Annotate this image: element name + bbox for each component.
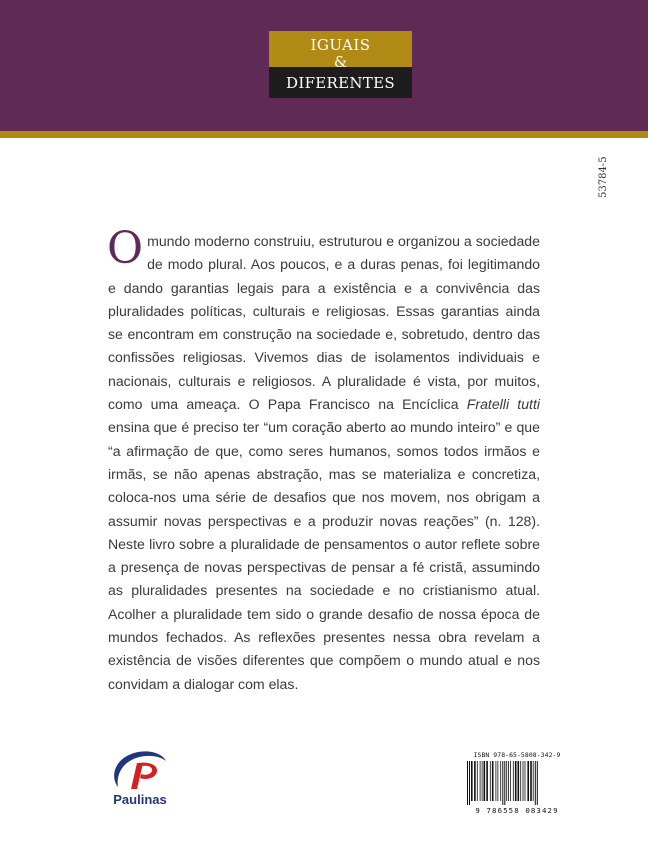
series-title-line2: DIFERENTES: [286, 74, 395, 92]
series-ampersand: &: [333, 53, 348, 71]
drop-cap: O: [107, 223, 144, 274]
series-title-line1: IGUAIS: [310, 36, 371, 54]
back-cover-blurb: [107, 223, 541, 696]
barcode-bars: [459, 761, 575, 805]
gold-divider-rule: [0, 131, 648, 138]
publisher-name: Paulinas: [113, 792, 167, 807]
publisher-logo: [104, 747, 176, 813]
isbn-barcode: [459, 751, 575, 817]
blurb-text-part2: ensina que é preciso ter “um coração aberto ao mundo inteiro” e que “a afirmação de que, como seres humanos, somos todos irmãos e irmãs, se não apenas abstração, mas se materializa e concretiza, coloca-nos uma série de desafios que nos movem, nos obrigam a assumir novas perspectivas e a produzir novas reações” (n. 128). Neste livro sobre a pluralidade de pensamentos o autor reflete sobre a presença de novas perspectivas de pensar a fé cristã, assumindo as pluralidades presentes na sociedade e no cristianismo atual. Acolher a pluralidade tem sido o grande desafio de nossa época de mundos fechados. As reflexões presentes nessa obra revelam a existência de visões diferentes que compõem o mundo atual e nos convidam a dialogar com elas.: [108, 419, 540, 692]
product-code: 53784-5: [598, 156, 609, 198]
encyclical-title: Fratelli tutti: [466, 396, 541, 413]
series-logo: [269, 31, 412, 98]
blurb-text-part1: mundo moderno construiu, estruturou e organizou a sociedade de modo plural. Aos poucos, e a duras penas, foi legitimando e dando garantias legais para a existência e a convivência das pluralidades políticas, culturais e religiosas. Essas garantias ainda se encontram em construção na sociedade e, sobretudo, dentro das confissões religiosas. Vivemos dias de isolamentos individuais e nacionais, culturais e religiosos. A pluralidade é vista, por muitos, como uma ameaça. O Papa Francisco na Encíclica: [108, 233, 540, 413]
barcode-digits: 9 786558 083429: [475, 806, 559, 815]
publisher-p-mark-icon: [104, 747, 176, 795]
isbn-label: ISBN 978-65-5808-342-9: [473, 751, 561, 759]
